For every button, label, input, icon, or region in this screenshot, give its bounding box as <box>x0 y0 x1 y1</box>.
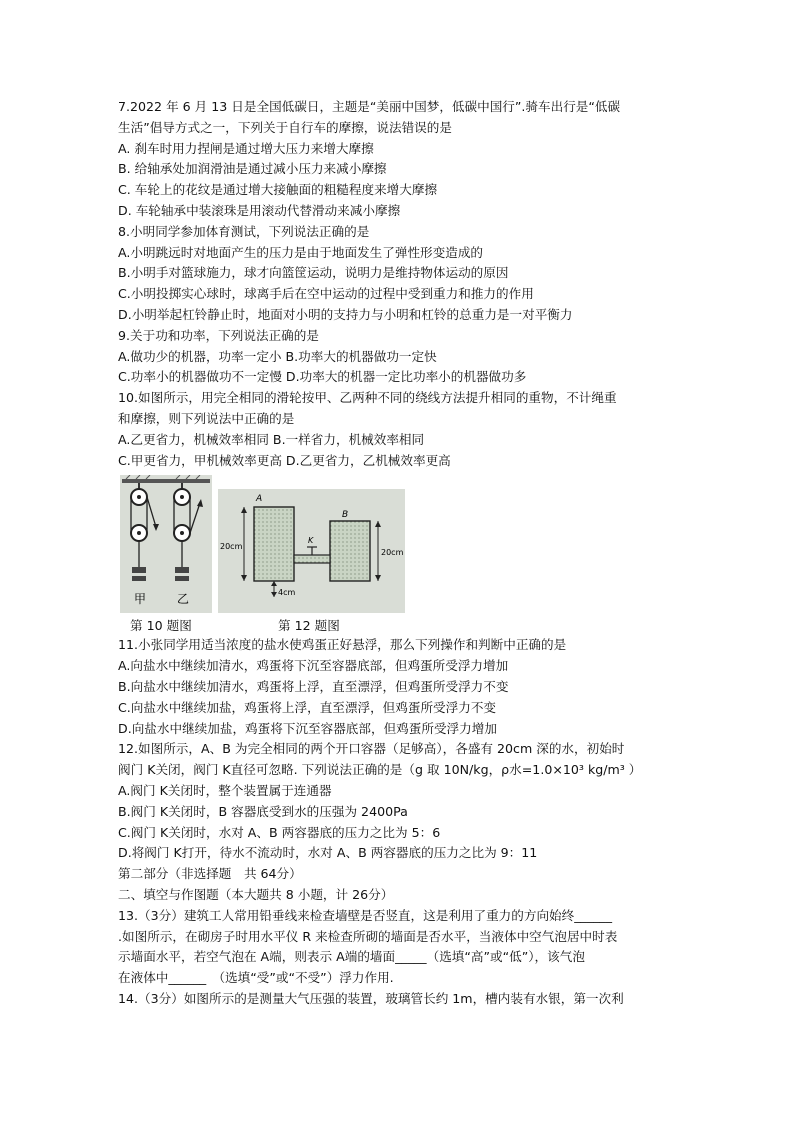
question-text-line: A.阀门 K关闭时，整个装置属于连通器 <box>118 782 332 798</box>
exam-page <box>118 97 678 1010</box>
question-text-line: A.小明跳远时对地面产生的压力是由于地面发生了弹性形变造成的 <box>118 244 484 260</box>
question-text-line: A.乙更省力，机械效率相同 B.一样省力，机械效率相同 <box>118 431 425 447</box>
question-text-line: 7.2022 年 6 月 13 日是全国低碳日，主题是“美丽中国梦，低碳中国行”.骑车出行是“低碳 <box>118 99 621 114</box>
svg-text:B: B <box>342 510 349 521</box>
question-text-line: C.甲更省力，甲机械效率更高 D.乙更省力，乙机械效率更高 <box>118 452 451 468</box>
svg-text:4cm: 4cm <box>278 588 296 598</box>
connected-containers-figure <box>218 489 405 613</box>
svg-text:20cm: 20cm <box>381 548 404 558</box>
question-text-line: 示墙面水平，若空气泡在 A端，则表示 A端的墙面_____（选填“高”或“低”），该气泡 <box>118 949 585 965</box>
question-text-line: 13.（3分）建筑工人常用铅垂线来检查墙壁是否竖直，这是利用了重力的方向始终______ <box>118 907 613 923</box>
question-text-line: D.向盐水中继续加盐，鸡蛋将下沉至容器底部，但鸡蛋所受浮力增加 <box>118 720 497 736</box>
question-text-line: D.将阀门 K打开，待水不流动时，水对 A、B 两容器底的压力之比为 9：11 <box>118 845 538 861</box>
svg-text:K: K <box>308 536 314 546</box>
question-text-line: .如图所示，在砌房子时用水平仪 R 来检查所砌的墙面是否水平，当液体中空气泡居中时表 <box>118 928 618 944</box>
question-text-line: A. 刹车时用力捏闸是通过增大压力来增大摩擦 <box>118 140 374 156</box>
container-diagram <box>218 489 405 613</box>
question-text-line: D.小明举起杠铃静止时，地面对小明的支持力与小明和杠铃的总重力是一对平衡力 <box>118 306 573 322</box>
question-text-line: 14.（3分）如图所示的是测量大气压强的装置，玻璃管长约 1m，槽内装有水银，第一次利 <box>118 990 624 1006</box>
question-text-line: 10.如图所示，用完全相同的滑轮按甲、乙两种不同的绕线方法提升相同的重物，不计绳重 <box>118 390 617 406</box>
figure-row <box>118 475 678 617</box>
question-text-line: B.小明手对篮球施力，球才向篮筐运动，说明力是维持物体运动的原因 <box>118 265 509 281</box>
question-text-line: A.做功少的机器，功率一定小 B.功率大的机器做功一定快 <box>118 348 437 364</box>
question-text-line: 二、填空与作图题（本大题共 8 小题，计 26分） <box>118 886 394 902</box>
question-text-line: 生活”倡导方式之一，下列关于自行车的摩擦，说法错误的是 <box>118 119 452 135</box>
question-text-line: 12.如图所示，A、B 为完全相同的两个开口容器（足够高），各盛有 20cm 深的水，初始时 <box>118 741 625 757</box>
question-text-line: C.阀门 K关闭时，水对 A、B 两容器底的压力之比为 5：6 <box>118 824 441 840</box>
question-text-line: C.向盐水中继续加盐，鸡蛋将上浮，直至漂浮，但鸡蛋所受浮力不变 <box>118 699 497 715</box>
question-text-line: 在液体中______ （选填“受”或“不受”）浮力作用. <box>118 970 394 986</box>
svg-text:20cm: 20cm <box>220 542 243 552</box>
question-text-line: 阀门 K关闭，阀门 K直径可忽略. 下列说法正确的是（g 取 10N/kg，ρ水=1.0×10³ kg/m³ ） <box>118 762 642 778</box>
question-text-line: C.功率小的机器做功不一定慢 D.功率大的机器一定比功率小的机器做功多 <box>118 369 527 385</box>
question-block-11-14 <box>118 635 678 1009</box>
question-text-line: A.向盐水中继续加清水，鸡蛋将下沉至容器底部，但鸡蛋所受浮力增加 <box>118 658 509 674</box>
question-text-line: B.阀门 K关闭时，B 容器底受到水的压强为 2400Pa <box>118 803 408 819</box>
svg-text:A: A <box>256 494 263 505</box>
question-text-line: 和摩擦，则下列说法中正确的是 <box>118 410 295 426</box>
question-text-line: D. 车轮轴承中装滚珠是用滚动代替滑动来减小摩擦 <box>118 202 401 218</box>
question-text-line: B. 给轴承处加润滑油是通过减小压力来减小摩擦 <box>118 161 387 177</box>
question-block-7-10 <box>118 97 678 471</box>
question-text-line: 8.小明同学参加体育测试，下列说法正确的是 <box>118 223 370 239</box>
caption-fig10: 第 10 题图 <box>130 618 192 634</box>
figure-captions <box>118 617 678 635</box>
question-text-line: 11.小张同学用适当浓度的盐水使鸡蛋正好悬浮，那么下列操作和判断中正确的是 <box>118 637 567 653</box>
pulley-diagram <box>120 475 212 613</box>
svg-text:乙: 乙 <box>177 592 190 607</box>
question-text-line: C. 车轮上的花纹是通过增大接触面的粗糙程度来增大摩擦 <box>118 182 438 198</box>
question-text-line: C.小明投掷实心球时，球离手后在空中运动的过程中受到重力和推力的作用 <box>118 286 534 302</box>
pulley-figure <box>120 475 212 613</box>
svg-text:甲: 甲 <box>134 592 147 607</box>
caption-fig12: 第 12 题图 <box>278 618 340 634</box>
question-text-line: B.向盐水中继续加清水，鸡蛋将上浮，直至漂浮，但鸡蛋所受浮力不变 <box>118 678 509 694</box>
question-text-line: 9.关于功和功率，下列说法正确的是 <box>118 327 319 343</box>
question-text-line: 第二部分（非选择题 共 64分） <box>118 866 302 882</box>
